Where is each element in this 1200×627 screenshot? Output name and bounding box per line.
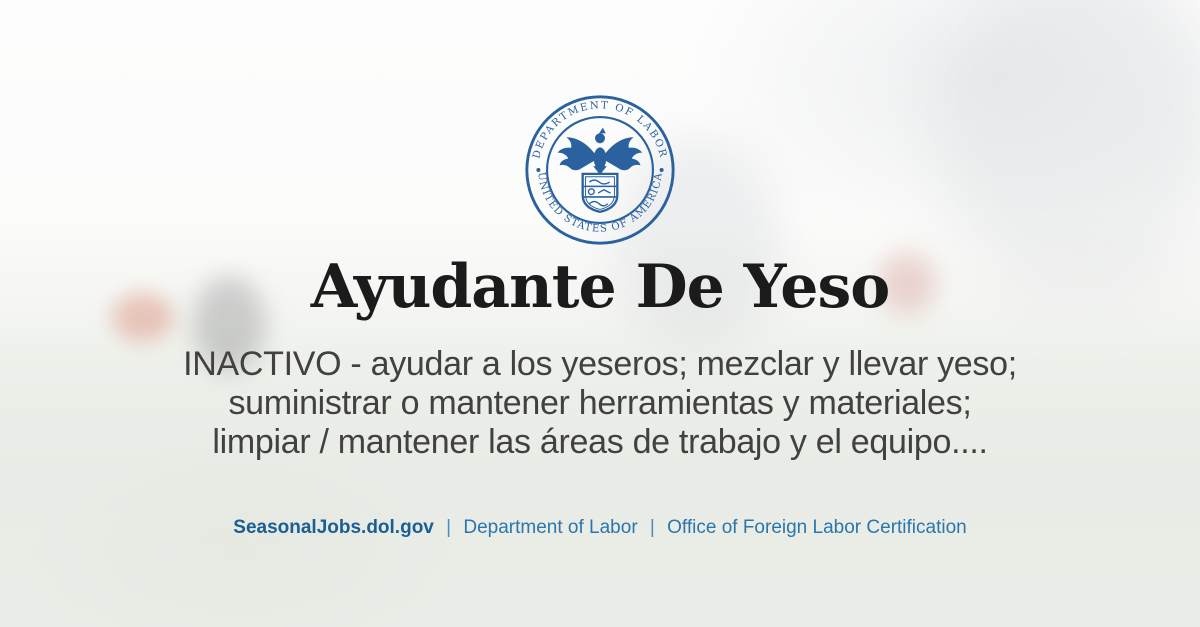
- description-line-1: INACTIVO - ayudar a los yeseros; mezclar y llevar yeso;: [183, 345, 1017, 383]
- footer-office: Office of Foreign Labor Certification: [667, 517, 967, 538]
- dol-seal-graphic: [523, 93, 677, 247]
- separator-icon: |: [649, 517, 655, 538]
- footer-department: Department of Labor: [463, 517, 638, 538]
- eagle-icon: [558, 128, 643, 175]
- footer: [0, 515, 1200, 540]
- seal-top-text: DEPARTMENT OF LABOR: [531, 100, 669, 160]
- seal-dot-left: [536, 168, 540, 172]
- separator-icon: |: [446, 517, 452, 538]
- dol-seal: [523, 93, 677, 247]
- site-url: SeasonalJobs.dol.gov: [233, 517, 434, 538]
- description-line-2: suministrar o mantener herramientas y materiales;: [228, 384, 972, 422]
- job-description: [0, 345, 1200, 462]
- page-title: Ayudante De Yeso: [310, 252, 890, 322]
- seal-bottom-text: UNITED STATES OF AMERICA: [535, 171, 665, 235]
- seal-dot-right: [660, 168, 664, 172]
- shield-icon: [583, 174, 618, 212]
- description-line-3: limpiar / mantener las áreas de trabajo y el equipo....: [212, 423, 988, 461]
